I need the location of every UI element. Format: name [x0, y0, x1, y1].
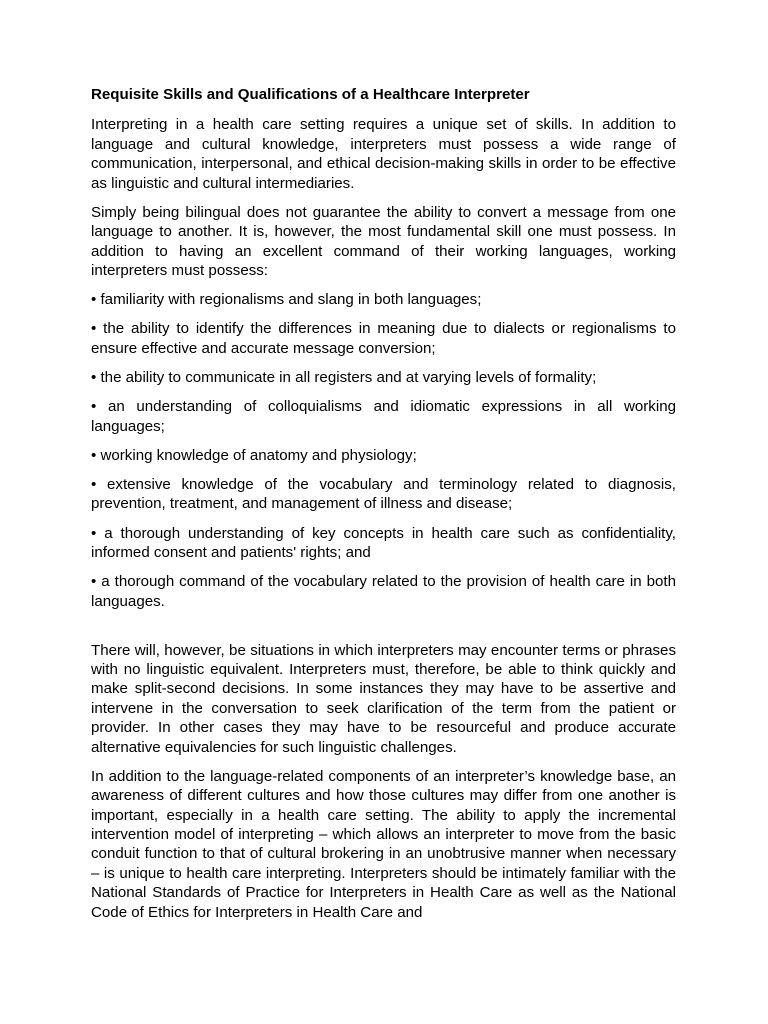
bullet-item: • working knowledge of anatomy and physiology; [91, 446, 417, 464]
document-title: Requisite Skills and Qualifications of a Healthcare Interpreter [91, 86, 530, 103]
intro-paragraph: Simply being bilingual does not guarantee the ability to convert a message from one language to another. It is, however, the most fundamental skill one must possess. In addition to having an excellent command of their working languages, working interpreters must possess: [91, 203, 676, 280]
intro-paragraph: Interpreting in a health care setting requires a unique set of skills. In addition to language and cultural knowledge, interpreters must possess a wide range of communication, interpersonal, and ethical decision-making skills in order to be effective as linguistic and cultural intermediaries. [91, 116, 676, 192]
bullet-item: • familiarity with regionalisms and slang in both languages; [91, 291, 482, 309]
bullet-item: • extensive knowledge of the vocabulary and terminology related to diagnosis, prevention, treatment, and management of illness and disease; [91, 476, 676, 513]
bullet-item: • an understanding of colloquialisms and idiomatic expressions in all working languages; [91, 398, 676, 435]
paragraph-spacer [91, 621, 676, 641]
bullet-item: • a thorough command of the vocabulary related to the provision of health care in both languages. [91, 573, 676, 610]
bullet-item: • a thorough understanding of key concepts in health care such as confidentiality, informed consent and patients' rights; and [91, 524, 676, 562]
bullet-item: • the ability to communicate in all registers and at varying levels of formality; [91, 369, 597, 387]
bullet-item: • the ability to identify the differences in meaning due to dialects or regionalisms to ensure effective and accurate message conversion; [91, 320, 676, 357]
body-paragraph: In addition to the language-related components of an interpreter’s knowledge base, an awareness of different cultures and how those cultures may differ from one another is important, especially in a health care setting. The ability to apply the incremental intervention model of interpreting – which allows an interpreter to move from the basic conduit function to that of cultural brokering in an unobtrusive manner when necessary – is unique to health care interpreting. Interpreters should be intimately familiar with the National Standards of Practice for Interpreters in Health Care as well as the National Code of Ethics for Interpreters in Health Care and [91, 767, 676, 921]
document-page [91, 83, 676, 932]
body-paragraph: There will, however, be situations in which interpreters may encounter terms or phrases with no linguistic equivalent. Interpreters must, therefore, be able to think quickly and make split-second decisions. In some instances they may have to be assertive and intervene in the conversation to seek clarification of the term from the patient or provider. In other cases they may have to be resourceful and produce accurate alternative equivalencies for such linguistic challenges. [91, 641, 676, 756]
